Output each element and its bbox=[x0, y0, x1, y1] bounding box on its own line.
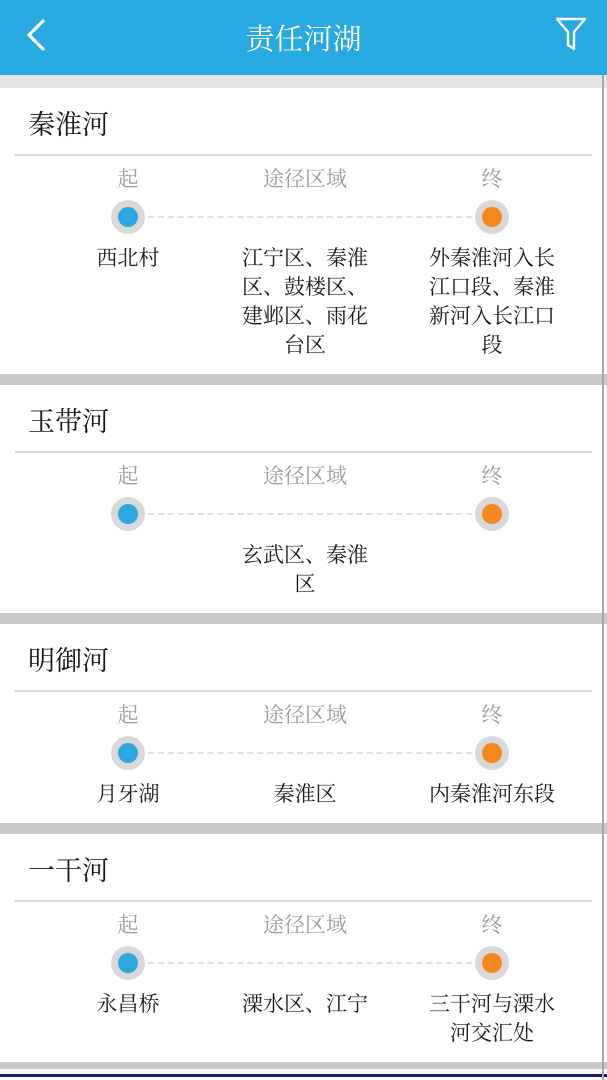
route-diagram bbox=[0, 453, 607, 613]
end-dot-icon bbox=[475, 200, 509, 234]
via-label: 途径区域 bbox=[263, 168, 347, 191]
route-start-column bbox=[48, 912, 208, 1048]
end-dot-icon bbox=[475, 946, 509, 980]
start-dot-icon bbox=[111, 736, 145, 770]
end-label: 终 bbox=[481, 704, 503, 727]
river-card-yiganhe[interactable] bbox=[0, 834, 607, 1062]
card-separator bbox=[0, 613, 607, 624]
via-value: 玄武区、秦淮区 bbox=[242, 544, 368, 596]
river-card-qinhuaihe[interactable] bbox=[0, 88, 607, 374]
start-label: 起 bbox=[117, 465, 139, 488]
card-separator bbox=[0, 1062, 607, 1069]
start-value: 月牙湖 bbox=[96, 783, 160, 806]
route-start-column bbox=[48, 702, 208, 809]
start-value: 永昌桥 bbox=[96, 993, 160, 1016]
end-label: 终 bbox=[481, 465, 503, 488]
via-value: 溧水区、江宁 bbox=[242, 993, 368, 1016]
river-card-yudaihe[interactable] bbox=[0, 385, 607, 613]
filter-button[interactable] bbox=[551, 18, 591, 58]
route-end-column bbox=[412, 166, 572, 360]
start-value: 西北村 bbox=[96, 247, 160, 270]
route-end-column bbox=[412, 912, 572, 1048]
route-diagram bbox=[0, 692, 607, 823]
river-name: 一干河 bbox=[28, 856, 109, 886]
funnel-icon bbox=[555, 17, 587, 58]
route-end-column bbox=[412, 463, 572, 599]
route-start-column bbox=[48, 463, 208, 599]
route-via-column bbox=[225, 166, 385, 360]
start-dot-icon bbox=[111, 946, 145, 980]
back-button[interactable] bbox=[16, 18, 56, 58]
card-separator bbox=[0, 374, 607, 385]
river-name: 明御河 bbox=[28, 646, 109, 676]
route-start-column bbox=[48, 166, 208, 360]
route-via-column bbox=[225, 702, 385, 809]
start-label: 起 bbox=[117, 914, 139, 937]
scrollbar[interactable] bbox=[602, 75, 604, 1080]
via-label: 途径区域 bbox=[263, 465, 347, 488]
route-via-column bbox=[225, 912, 385, 1048]
end-label: 终 bbox=[481, 168, 503, 191]
start-label: 起 bbox=[117, 704, 139, 727]
river-name: 秦淮河 bbox=[28, 110, 109, 140]
via-value: 秦淮区 bbox=[273, 783, 337, 806]
end-value: 内秦淮河东段 bbox=[429, 783, 555, 806]
via-value: 江宁区、秦淮区、鼓楼区、建邺区、雨花台区 bbox=[242, 247, 368, 357]
route-diagram bbox=[0, 156, 607, 374]
river-card-mingyuhe[interactable] bbox=[0, 624, 607, 823]
route-via-column bbox=[225, 463, 385, 599]
start-dot-icon bbox=[111, 200, 145, 234]
route-end-column bbox=[412, 702, 572, 809]
end-dot-icon bbox=[475, 497, 509, 531]
chevron-left-icon bbox=[24, 18, 48, 57]
end-value: 三干河与溧水河交汇处 bbox=[429, 993, 555, 1045]
route-diagram bbox=[0, 902, 607, 1062]
river-name: 玉带河 bbox=[28, 407, 109, 437]
page-title: 责任河湖 bbox=[245, 24, 362, 56]
header-gap bbox=[0, 75, 607, 88]
app-header bbox=[0, 0, 607, 75]
via-label: 途径区域 bbox=[263, 704, 347, 727]
end-value: 外秦淮河入长江口段、秦淮新河入长江口段 bbox=[429, 247, 555, 357]
start-dot-icon bbox=[111, 497, 145, 531]
card-separator bbox=[0, 823, 607, 834]
end-label: 终 bbox=[481, 914, 503, 937]
via-label: 途径区域 bbox=[263, 914, 347, 937]
end-dot-icon bbox=[475, 736, 509, 770]
start-label: 起 bbox=[117, 168, 139, 191]
